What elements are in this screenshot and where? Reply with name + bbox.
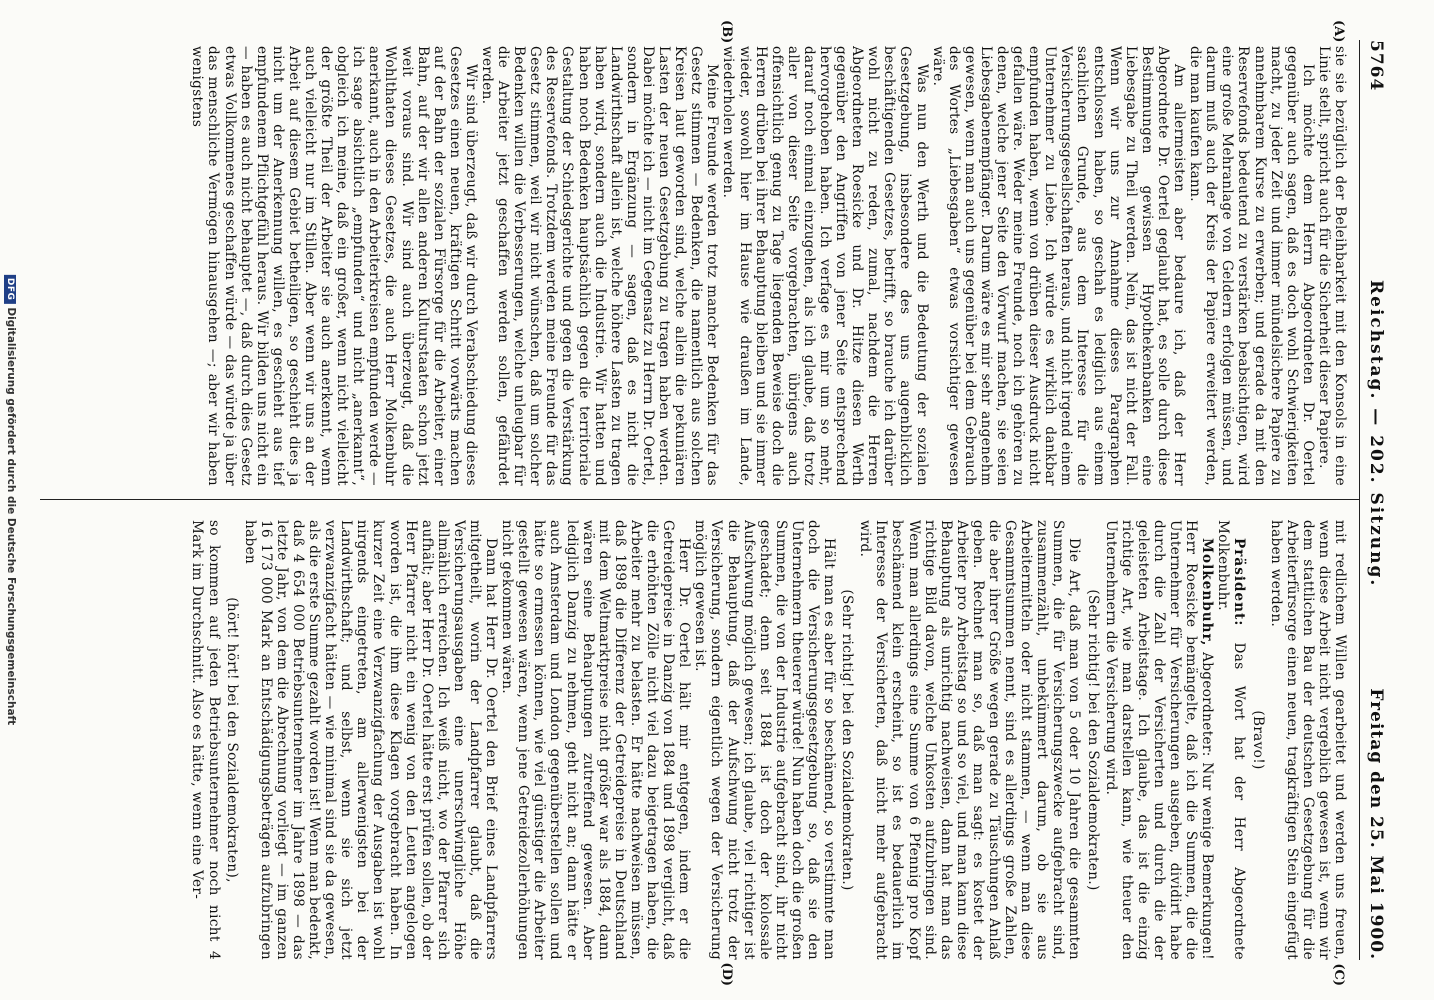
header-rule: [1359, 40, 1360, 960]
credit-text: Digitalisierung gefördert durch die Deutsche Forschungsgemeinschaft: [5, 307, 17, 726]
paragraph: Dann hat Herr Dr. Oertel den Brief eines Landpfarrers mitgetheilt, worin der Landpfarrer glaubt, daß die Versicherungsausgaben eine unerschwingliche Höhe allmählich erreichen. Ich weiß nicht, wo der Pfarrer sich aufhält; aber Herr Dr. Oertel hätte erst prüfen sollen, ob der Herr Pfarrer nicht ein wenig von den Leuten angelogen worden ist, die ihm diese Klagen vorgebracht haben. In kurzer Zeit eine Verzwanzigfachung der Ausgaben ist wohl nirgends eingetreten, am allerwenigsten bei der Landwirthschaft; und selbst, wenn sie sich jetzt verzwanzigfacht hätten — wie minimal sind sie da gewesen, als die erste Summe gezahlt worden ist! Wenn man bedenkt, daß 4 654 000 Betriebsunternehmer im Jahre 1898 — das letzte Jahr, von dem die Abrechnung vorliegt — im ganzen 16 173 000 Mark an Entschädigungsbeträgen aufzubringen haben: [241, 520, 500, 960]
margin-marker-d: (D): [719, 962, 734, 986]
paragraph: Was nun den Werth und die Bedeutung der sozialen Gesetzgebung, insbesondere des uns augenblicklich beschäftigenden Gesetzes, betrifft, so brauche ich darüber wohl nicht zu reden, zumal, nachdem die Herren Abgeordneten Roesicke und Dr. Hitze diesen Werth gegenüber den Angriffen von jener Seite entsprechend hervorgehoben haben. Ich verfage es mir um so mehr, darauf noch einmal einzugehen, als ich glaube, daß trotz aller von dieser Seite vorgebrachten, übrigens auch offensichtlich genug zu Tage liegenden Beweise doch die Herren drüben bei ihrer Behauptung bleiben und sie immer wieder, sowohl hier im Hause wie draußen im Lande, wiederholen werden.: [720, 46, 930, 486]
paragraph: Wir sind überzeugt, daß wir durch Verabschiedung dieses Gesetzes einen neuen, kräftigen Schritt vorwärts machen auf der Bahn der sozialen Fürsorge für die Arbeiter, einer Bahn, auf der wir allen anderen Kulturstaaten schon jetzt weit voraus sind. Wir sind auch überzeugt, daß die Wohlthaten dieses Gesetzes, die auch Herr Molkenbuhr anerkannt, auch in den Arbeiterkreisen empfunden werde — ich sage absichtlich „empfunden“ und nicht „anerkannt“, obgleich ich meine, daß ein großer, wenn nicht vielleicht der größte Theil der Arbeiter sie auch anerkennt, wenn auch vielleicht nur im Stillen. Aber wenn wir uns an der Arbeit auf diesem Gebiet betheiligen, so geschieht dies ja nicht um der Anerkennung willen, es geschieht aus tief empfundenem Pflichtgefühl heraus. Wir bilden uns nicht ein — haben es auch nicht behauptet —, daß durch dies Gesetz etwas Vollkommenes geschaffen würde — das würde ja über das menschliche Vermögen hinausgehen —; aber wir haben wenigstens: [189, 46, 479, 486]
speaker-text: Abgeordneter: Nur wenige Bemerkungen! Herr Roesicke bemängelte, daß ich die Summen, die die Unternehmer für Versicherungen ausgeben, dividirt habe durch die Zahl der Versicherten und durch die der geleisteten Arbeitstage. Ich glaube, das ist die einzig richtige Art, wie man darstellen kann, wie theuer den Unternehmern die Versicherung wird.: [1102, 520, 1216, 960]
paragraph: Meine Freunde werden trotz mancher Bedenken für das Gesetz stimmen — Bedenken, die namentlich aus solchen Kreisen laut geworden sind, welche allein die pekuniären Lasten der neuen Gesetzgebung zu tragen haben werden. Dabei möchte ich — nicht im Gegensatz zu Herrn Dr. Oertel, sondern in Ergänzung — sagen, daß es nicht die Landwirthschaft allein ist, welche höhere Lasten zu tragen haben wird, sondern auch die Industrie. Wir hatten und haben noch Bedenken hauptsächlich gegen die territoriale Gestaltung der Schiedsgerichte und gegen die Verstärkung des Reservefonds. Trotzdem werden meine Freunde für das Gesetz stimmen, weil wir nicht wünschen, daß um solcher Bedenken willen die Verbesserungen, welche unleugbar für die Arbeiter jetzt geschaffen werden sollen, gefährdet werden.: [479, 46, 721, 486]
page-header: [1356, 40, 1390, 960]
margin-marker-b: (B): [719, 20, 734, 44]
speaker-name: Präsident:: [1231, 538, 1248, 627]
margin-marker-a: (A): [1331, 20, 1346, 43]
interjection: (hört! hört! bei den Sozialdemokraten),: [223, 597, 240, 883]
paragraph: so kommen auf jeden Betriebsunternehmer noch nicht 4 Mark im Durchschnitt. Also es hätte, wenn eine Ver-: [189, 520, 222, 960]
left-column: [44, 46, 1348, 486]
page-title: Reichstag. — 202. Sitzung.: [1366, 280, 1386, 588]
paragraph: Herr Dr. Oertel hält mir entgegen, indem er die Getreidepreise in Danzig von 1884 und 1898 verglicht, daß die erhöhten Zölle nicht viel dazu beigetragen haben, die Arbeiter mehr zu belasten. Er hätte nachweisen müssen, daß 1898 die Differenz der Getreidepreise in Deutschland mit dem Weltmarktpreise nicht größer war als 1884, dann wären seine Behauptungen zutreffend gewesen. Aber lediglich Danzig zu nehmen, geht nicht an; dann hätte er auch Amsterdam und London gegenüberstellen sollen und hätte so ermessen können, wie viel günstiger die Arbeiter gestellt gewesen wären, wenn jene Getreidezollerhöhungen nicht gekommen wären.: [499, 520, 693, 960]
page-number: 5764: [1366, 40, 1386, 92]
speaker-paragraph: [1215, 520, 1247, 960]
interjection: (Bravo!): [1249, 710, 1266, 770]
interjection: (Sehr richtig! bei den Sozialdemokraten.): [1084, 589, 1101, 891]
paragraph: Die Art, daß man von 5 oder 10 Jahren die gesammten Summen, die für Versicherungszwecke aufgebracht sind, zusammenzählt, unbekümmert darum, ob sie aus Arbeitermitteln oder nicht stammen, — wenn man diese Gesammtsummen nennt, sind es allerdings große Zahlen, die aber ihrer Größe wegen gerade zu Täuschungen Anlaß geben. Rechnet man so, daß man sagt: es kostet der Arbeiter pro Arbeitstag so und so viel, und man kann diese Behauptung als unrichtig nachweisen, dann hat man das richtige Bild davon, welche Unkosten aufzubringen sind. Wenn man allerdings eine Summe von 6 Pfennig pro Kopf beschämend klein erscheint, so ist es bedauerlich im Interesse der Versicherten, daß nicht mehr aufgebracht wird.: [857, 520, 1083, 960]
digitization-credit: [4, 275, 17, 725]
dfg-logo: DFG: [4, 275, 16, 304]
column-divider: [40, 499, 1360, 500]
right-column: [44, 520, 1348, 960]
margin-marker-c: (C): [1331, 963, 1346, 986]
session-date: Freitag den 25. Mai 1900.: [1366, 688, 1386, 960]
speaker-paragraph: [1103, 520, 1216, 960]
paragraph: sie sie bezüglich der Beleihbarkeit mit den Konsols in eine Linie stellt, spricht auch für die Sicherheit dieser Papiere.: [1315, 46, 1348, 486]
interjection: (Sehr richtig! bei den Sozialdemokraten.): [839, 589, 856, 891]
paragraph: Hält man es aber für so beschämend, so verstimmte man doch die Versicherungsgesetzgebung so, daß sie den Unternehmern theuerer würde! Nun haben doch die großen Summen, die von der Industrie aufgebracht sind, ihr nicht geschadet; denn seit 1884 ist doch der kolossale Aufschwung möglich gewesen; ich glaube, viel richtiger ist die Behauptung, daß der Aufschwung nicht trotz der Versicherung, sondern eigentlich wegen der Versicherung möglich gewesen ist.: [692, 520, 838, 960]
speaker-text: Das Wort hat der Herr Abgeordnete Molkenbuhr.: [1215, 520, 1248, 960]
paragraph: Am allermeisten aber bedaure ich, daß der Herr Abgeordnete Dr. Oertel geglaubt hat, es solle durch diese Bestimmungen gewissen Hypothekenbanken eine Liebesgabe zu Theil werden. Nein, das ist nicht der Fall. Wenn wir uns zur Annahme dieses Paragraphen entschlossen haben, so geschah es lediglich aus einem sachlichen Grunde, aus dem Interesse für die Versicherungsgesellschaften heraus, und nicht irgend einem Unternehmer zu Liebe. Ich würde es wirklich dankbar empfunden haben, wenn von drüben dieser Ausdruck nicht gefallen wäre. Weder meine Freunde, noch ich gehören zu denen, welche jener Seite den Vorwurf machen, sie seien Liebesgabenempfänger. Darum wäre es mir sehr angenehm gewesen, wenn man auch uns gegenüber bei dem Gebrauch des Wortes „Liebesgaben“ etwas vorsichtiger gewesen wäre.: [929, 46, 1188, 486]
paragraph: Ich möchte dem Herrn Abgeordneten Dr. Oertel gegenüber auch sagen, daß es doch wohl Schwierigkeiten macht, zu jeder Zeit und immer mündelsichere Papiere zu annehmbarem Kurse zu erwerben; und gerade da mit den Reservefonds bedeutend zu verstärken beabsichtigen, wird eine große Mehranlage von Geldern erfolgen müssen, und darum muß auch der Kreis der Papiere erweitert werden, die man kaufen kann.: [1187, 46, 1316, 486]
paragraph: mit redlichem Willen gearbeitet und werden uns freuen, wenn diese Arbeit nicht vergeblich gewesen ist, wenn wir dem stattlichen Bau der deutschen Gesetzgebung für die Arbeiterfürsorge einen neuen, tragkräftigen Stein eingefügt haben werden.: [1267, 520, 1348, 960]
speaker-name: Molkenbuhr,: [1199, 538, 1216, 647]
